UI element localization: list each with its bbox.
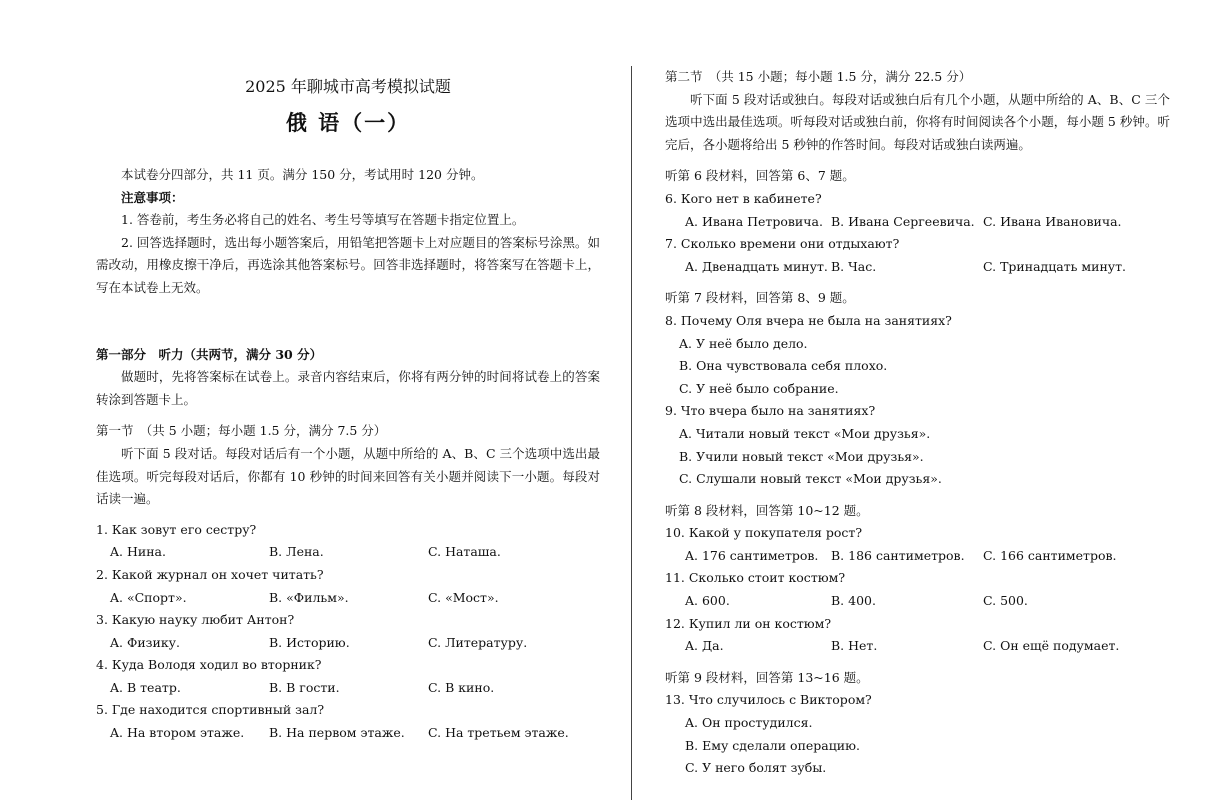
- option-a: A. Двенадцать минут.: [685, 258, 828, 274]
- options-2: [96, 587, 600, 610]
- option-c: C. Тринадцать минут.: [983, 258, 1127, 274]
- options-4: [96, 677, 600, 700]
- options-1: [96, 541, 600, 564]
- option-b: B. Лена.: [269, 544, 324, 560]
- option-9b: B. Учили новый текст «Мои друзья».: [679, 448, 924, 464]
- column-divider: [631, 66, 632, 800]
- option-b: B. В гости.: [269, 679, 340, 695]
- question-10: 10. Какой у покупателя рост?: [665, 525, 863, 541]
- options-6: [665, 211, 1170, 234]
- options-11: [665, 590, 1170, 613]
- option-b: B. Нет.: [831, 638, 878, 654]
- option-a: A. Ивана Петровича.: [685, 213, 823, 229]
- question-7: 7. Сколько времени они отдыхают?: [665, 236, 900, 252]
- question-2: 2. Какой журнал он хочет читать?: [96, 566, 324, 582]
- options-10: [665, 545, 1170, 568]
- question-9: 9. Что вчера было на занятиях?: [665, 403, 876, 419]
- question-3: 3. Какую науку любит Антон?: [96, 612, 295, 628]
- notes-heading: 注意事项：: [121, 189, 184, 205]
- group-6-heading: 听第 6 段材料，回答第 6、7 题。: [665, 168, 855, 184]
- section1-heading: 第一节 （共 5 小题；每小题 1.5 分，满分 7.5 分）: [96, 423, 387, 439]
- question-11: 11. Сколько стоит костюм?: [665, 570, 846, 586]
- question-8: 8. Почему Оля вчера не была на занятиях?: [665, 312, 952, 328]
- question-12: 12. Купил ли он костюм?: [665, 615, 832, 631]
- option-8c: C. У неё было собрание.: [679, 380, 839, 396]
- note-2: 2. 回答选择题时，选出每小题答案后，用铅笔把答题卡上对应题目的答案标号涂黑。如需改动，用橡皮擦干净后，再选涂其他答案标号。回答非选择题时，将答案写在答题卡上，写在本试卷上无效。: [96, 234, 600, 295]
- options-7: [665, 256, 1170, 279]
- option-8b: B. Она чувствовала себя плохо.: [679, 358, 888, 374]
- question-1: 1. Как зовут его сестру?: [96, 521, 257, 537]
- option-9c: C. Слушали новый текст «Мои друзья».: [679, 471, 942, 487]
- part1-heading: 第一部分 听力（共两节，满分 30 分）: [96, 346, 323, 362]
- option-a: A. На втором этаже.: [110, 725, 245, 741]
- option-a: A. Да.: [685, 638, 724, 654]
- option-c: C. «Мост».: [428, 589, 499, 605]
- option-b: B. Историю.: [269, 634, 350, 650]
- section1-instructions: 听下面 5 段对话。每段对话后有一个小题，从题中所给的 A、B、C 三个选项中选出最佳选项。听完每段对话后，你都有 10 秒钟的时间来回答有关小题并阅读下一小题。每段对话读一遍。: [96, 445, 600, 507]
- option-9a: A. Читали новый текст «Мои друзья».: [679, 425, 931, 441]
- option-c: C. На третьем этаже.: [428, 725, 569, 741]
- option-a: A. В театр.: [110, 679, 181, 695]
- option-13c: C. У него болят зубы.: [685, 760, 827, 776]
- question-13: 13. Что случилось с Виктором?: [665, 692, 872, 708]
- part1-instructions: 做题时，先将答案标在试卷上。录音内容结束后，你将有两分钟的时间将试卷上的答案转涂到答题卡上。: [96, 369, 600, 407]
- option-b: B. Ивана Сергеевича.: [831, 213, 975, 229]
- question-4: 4. Куда Володя ходил во вторник?: [96, 657, 322, 673]
- subject-title: 俄 语（一）: [285, 110, 411, 135]
- group-8-heading: 听第 8 段材料，回答第 10~12 题。: [665, 502, 869, 518]
- option-b: B. Час.: [831, 258, 877, 274]
- note-1: 1. 答卷前，考生务必将自己的姓名、考生号等填写在答题卡指定位置上。: [121, 212, 525, 228]
- option-b: B. «Фильм».: [269, 589, 349, 605]
- section2-instructions: 听下面 5 段对话或独白。每段对话或独白后有几个小题，从题中所给的 A、B、C 三个选项中选出最佳选项。听每段对话或独白前，你将有时间阅读各个小题，每小题 5 秒钟。听完后，各小题将给出 5 秒钟的作答时间。每段对话或独白读两遍。: [665, 91, 1170, 152]
- option-a: A. Нина.: [110, 544, 166, 560]
- option-c: C. 166 сантиметров.: [983, 547, 1117, 563]
- option-c: C. Он ещё подумает.: [983, 638, 1120, 654]
- option-8a: A. У неё было дело.: [679, 335, 808, 351]
- exam-title: 2025 年聊城市高考模拟试题: [245, 77, 451, 96]
- option-13a: A. Он простудился.: [685, 715, 813, 731]
- right-column: [665, 66, 1170, 780]
- question-6: 6. Кого нет в кабинете?: [665, 190, 822, 206]
- question-5: 5. Где находится спортивный зал?: [96, 702, 325, 718]
- options-3: [96, 632, 600, 655]
- group-7-heading: 听第 7 段材料，回答第 8、9 题。: [665, 290, 855, 306]
- option-c: C. 500.: [983, 593, 1028, 609]
- option-b: B. 400.: [831, 593, 876, 609]
- option-c: C. Литературу.: [428, 634, 528, 650]
- option-c: C. В кино.: [428, 679, 495, 695]
- section2-heading: 第二节 （共 15 小题；每小题 1.5 分，满分 22.5 分）: [665, 69, 972, 84]
- option-a: A. «Спорт».: [110, 589, 187, 605]
- option-c: C. Наташа.: [428, 544, 501, 560]
- options-5: [96, 722, 600, 745]
- left-column: [96, 74, 600, 745]
- options-12: [665, 635, 1170, 658]
- section1-questions: [96, 519, 600, 745]
- option-b: B. 186 сантиметров.: [831, 547, 965, 563]
- option-a: A. Физику.: [110, 634, 180, 650]
- option-a: A. 176 сантиметров.: [685, 547, 819, 563]
- intro-text: 本试卷分四部分，共 11 页。满分 150 分，考试用时 120 分钟。: [121, 167, 484, 182]
- option-c: C. Ивана Ивановича.: [983, 213, 1122, 229]
- option-b: B. На первом этаже.: [269, 725, 405, 741]
- option-a: A. 600.: [685, 593, 730, 609]
- option-13b: B. Ему сделали операцию.: [685, 737, 860, 753]
- group-9-heading: 听第 9 段材料，回答第 13~16 题。: [665, 669, 869, 685]
